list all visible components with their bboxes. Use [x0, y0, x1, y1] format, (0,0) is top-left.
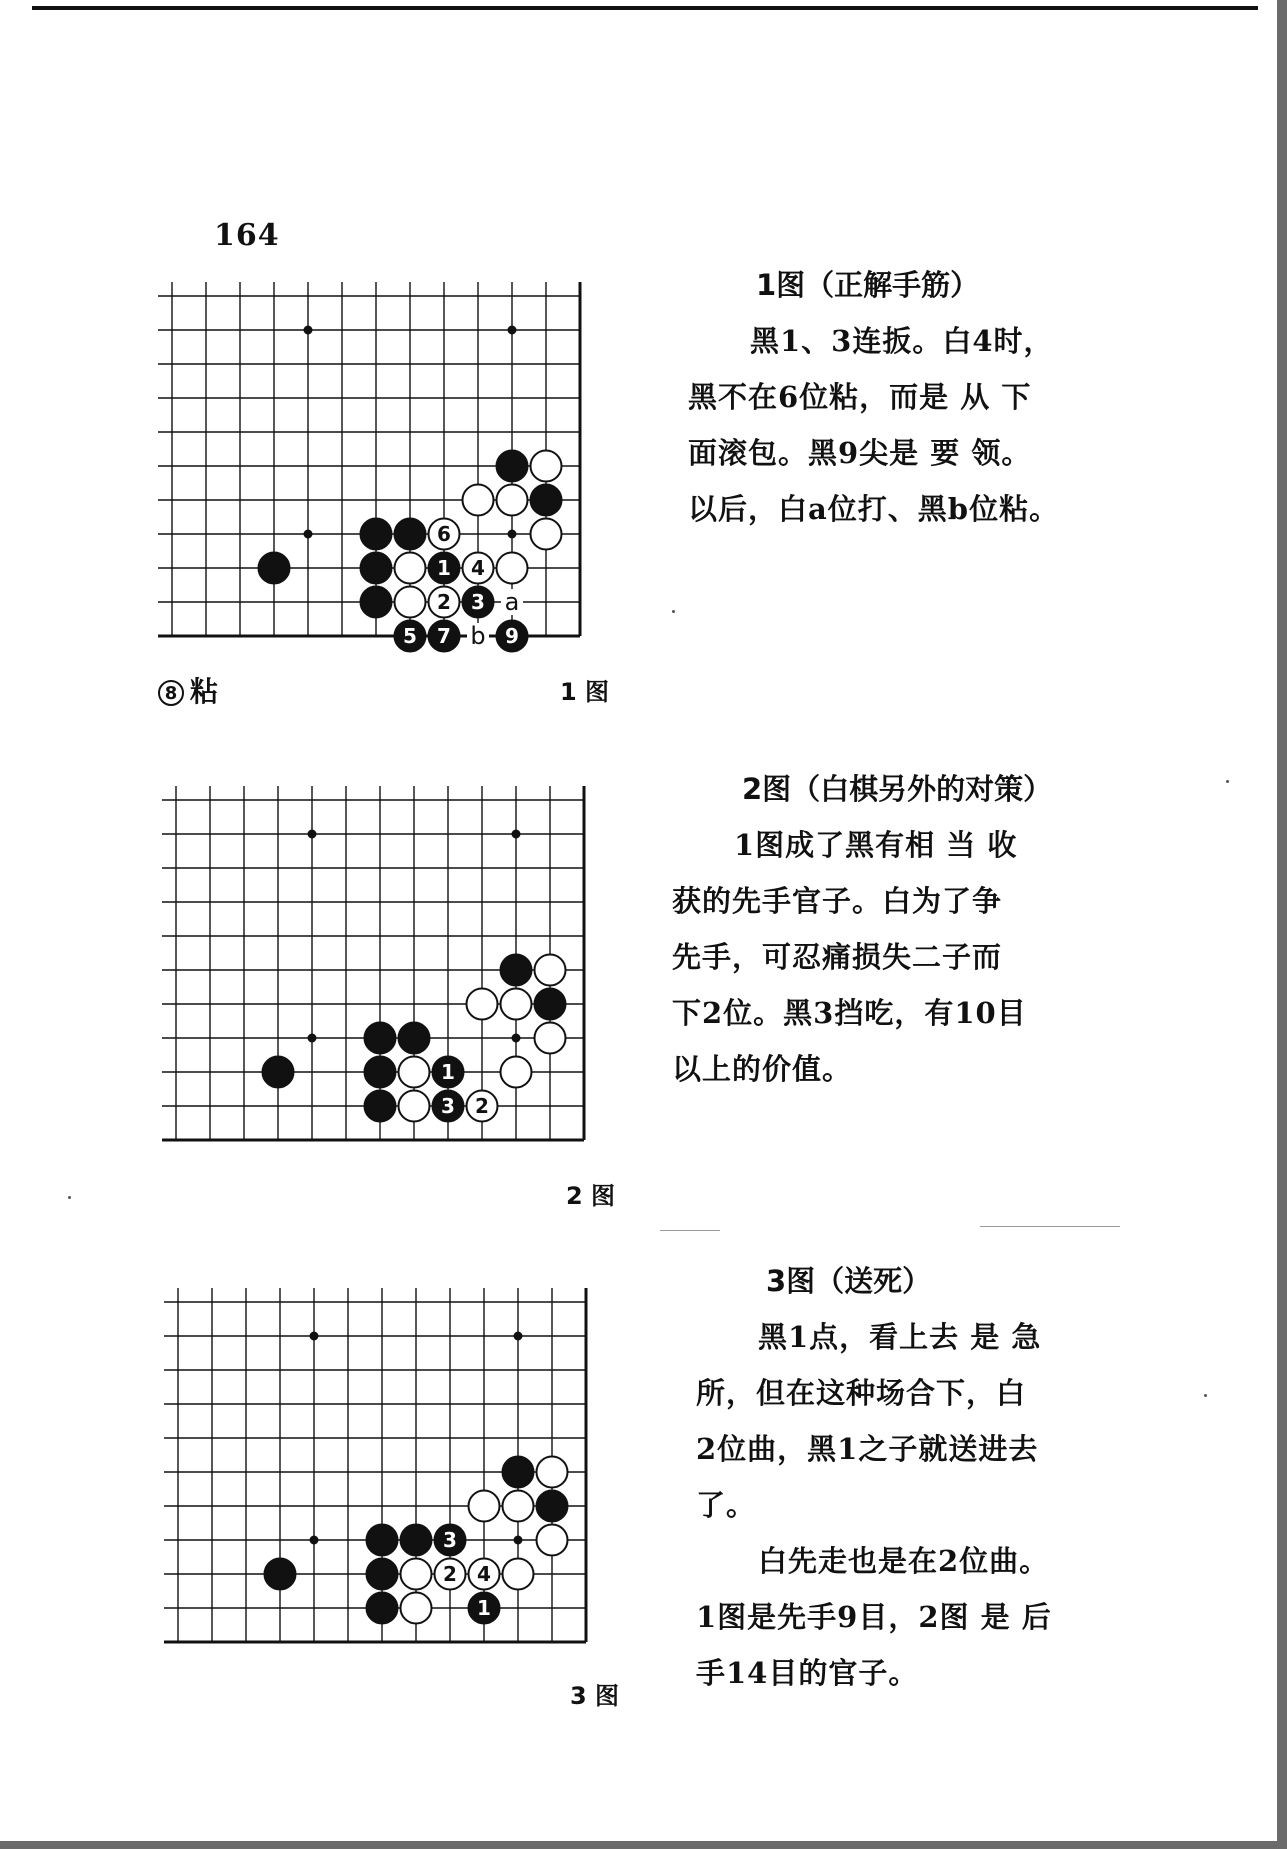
white-stone	[537, 1457, 568, 1488]
white-stone	[503, 1559, 534, 1590]
stone-move-number: 1	[437, 556, 451, 580]
figure-3-line-4: 了。	[696, 1487, 757, 1522]
go-board-figure-1	[152, 278, 622, 658]
scan-speck	[68, 1196, 71, 1199]
white-stone	[469, 1491, 500, 1522]
black-stone	[367, 1559, 398, 1590]
figure-1-title: 1图（正解手筋）	[756, 268, 980, 302]
black-stone	[367, 1593, 398, 1624]
figure-2-title: 2图（白棋另外的对策）	[742, 772, 1053, 806]
figure-3-line-7: 手14目的官子。	[696, 1655, 919, 1690]
star-point	[308, 830, 317, 839]
figure-3-line-2: 所，但在这种场合下，白	[696, 1375, 1027, 1410]
page-frame-bottom	[0, 1841, 1287, 1849]
board-letter-marker: b	[470, 622, 486, 650]
figure-2-label: 2 图	[566, 1182, 616, 1210]
black-stone	[361, 587, 392, 618]
stone-move-number: 6	[437, 522, 451, 546]
black-stone	[537, 1491, 568, 1522]
black-stone	[497, 451, 528, 482]
black-stone	[365, 1023, 396, 1054]
stone-move-number: 5	[403, 624, 417, 648]
stone-move-number: 3	[443, 1528, 457, 1552]
figure-3-label: 3 图	[570, 1682, 620, 1710]
white-stone	[463, 485, 494, 516]
black-stone	[263, 1057, 294, 1088]
star-point	[310, 1536, 319, 1545]
stone-move-number: 4	[477, 1562, 491, 1586]
black-stone	[401, 1525, 432, 1556]
figure-1-line-2: 黑不在6位粘，而是 从 下	[688, 379, 1032, 414]
figure-3-line-3: 2位曲，黑1之子就送进去	[696, 1431, 1039, 1466]
star-point	[508, 326, 517, 335]
white-stone	[401, 1559, 432, 1590]
figure-1-note-text: 粘	[190, 675, 219, 708]
page-number: 164	[214, 218, 280, 253]
black-stone	[501, 955, 532, 986]
figure-1-note-symbol: 8	[158, 680, 184, 706]
go-board-figure-3	[158, 1284, 628, 1664]
white-stone	[503, 1491, 534, 1522]
white-stone	[399, 1091, 430, 1122]
black-stone	[399, 1023, 430, 1054]
figure-2-line-5: 以上的价值。	[672, 1051, 853, 1086]
white-stone	[535, 1023, 566, 1054]
board-letter-marker: a	[504, 588, 520, 616]
white-stone	[501, 989, 532, 1020]
star-point	[508, 530, 517, 539]
figure-2-text	[672, 772, 1052, 1097]
white-stone	[395, 587, 426, 618]
white-stone	[401, 1593, 432, 1624]
star-point	[308, 1034, 317, 1043]
white-stone	[467, 989, 498, 1020]
figure-3-line-5: 白先走也是在2位曲。	[758, 1543, 1050, 1578]
figure-1-note	[158, 670, 218, 710]
scan-speck	[1226, 780, 1229, 783]
black-stone	[395, 519, 426, 550]
figure-1-line-1: 黑1、3连扳。白4时，	[750, 323, 1054, 358]
stone-move-number: 1	[441, 1060, 455, 1084]
black-stone	[367, 1525, 398, 1556]
white-stone	[501, 1057, 532, 1088]
white-stone	[497, 553, 528, 584]
stone-move-number: 2	[437, 590, 451, 614]
figure-3-text	[696, 1264, 1052, 1701]
star-point	[514, 1536, 523, 1545]
black-stone	[361, 553, 392, 584]
black-stone	[535, 989, 566, 1020]
stone-move-number: 2	[443, 1562, 457, 1586]
figure-1-text	[688, 268, 1059, 537]
star-point	[304, 530, 313, 539]
black-stone	[361, 519, 392, 550]
black-stone	[365, 1057, 396, 1088]
white-stone	[497, 485, 528, 516]
figure-1-line-3: 面滚包。黑9尖是 要 领。	[688, 435, 1032, 470]
top-rule	[32, 6, 1258, 10]
figure-1-label: 1 图	[560, 678, 610, 706]
black-stone	[265, 1559, 296, 1590]
figure-2-line-3: 先手，可忍痛损失二子而	[672, 939, 1003, 974]
stone-move-number: 4	[471, 556, 485, 580]
black-stone	[503, 1457, 534, 1488]
white-stone	[399, 1057, 430, 1088]
white-stone	[537, 1525, 568, 1556]
scan-speck	[672, 610, 675, 613]
stone-move-number: 3	[471, 590, 485, 614]
scan-speck	[1204, 1394, 1207, 1397]
scan-dash	[660, 1230, 720, 1231]
stone-move-number: 7	[437, 624, 451, 648]
white-stone	[395, 553, 426, 584]
figure-2-line-1: 1图成了黑有相 当 收	[734, 827, 1018, 862]
white-stone	[531, 451, 562, 482]
star-point	[512, 1034, 521, 1043]
figure-2-line-2: 获的先手官子。白为了争	[672, 883, 1003, 918]
star-point	[304, 326, 313, 335]
white-stone	[531, 519, 562, 550]
star-point	[310, 1332, 319, 1341]
figure-2-line-4: 下2位。黑3挡吃，有10目	[672, 995, 1027, 1030]
figure-3-line-1: 黑1点，看上去 是 急	[758, 1319, 1042, 1354]
stone-move-number: 9	[505, 624, 519, 648]
star-point	[512, 830, 521, 839]
page-frame-right	[1277, 0, 1287, 1849]
black-stone	[531, 485, 562, 516]
black-stone	[259, 553, 290, 584]
figure-3-title: 3图（送死）	[766, 1264, 932, 1298]
figure-1-line-4: 以后，白a位打、黑b位粘。	[688, 491, 1060, 526]
white-stone	[535, 955, 566, 986]
star-point	[514, 1332, 523, 1341]
figure-3-line-6: 1图是先手9目，2图 是 后	[696, 1599, 1052, 1634]
stone-move-number: 3	[441, 1094, 455, 1118]
scan-dash	[980, 1226, 1120, 1227]
stone-move-number: 1	[477, 1596, 491, 1620]
black-stone	[365, 1091, 396, 1122]
go-board-figure-2	[156, 782, 626, 1162]
stone-move-number: 2	[475, 1094, 489, 1118]
